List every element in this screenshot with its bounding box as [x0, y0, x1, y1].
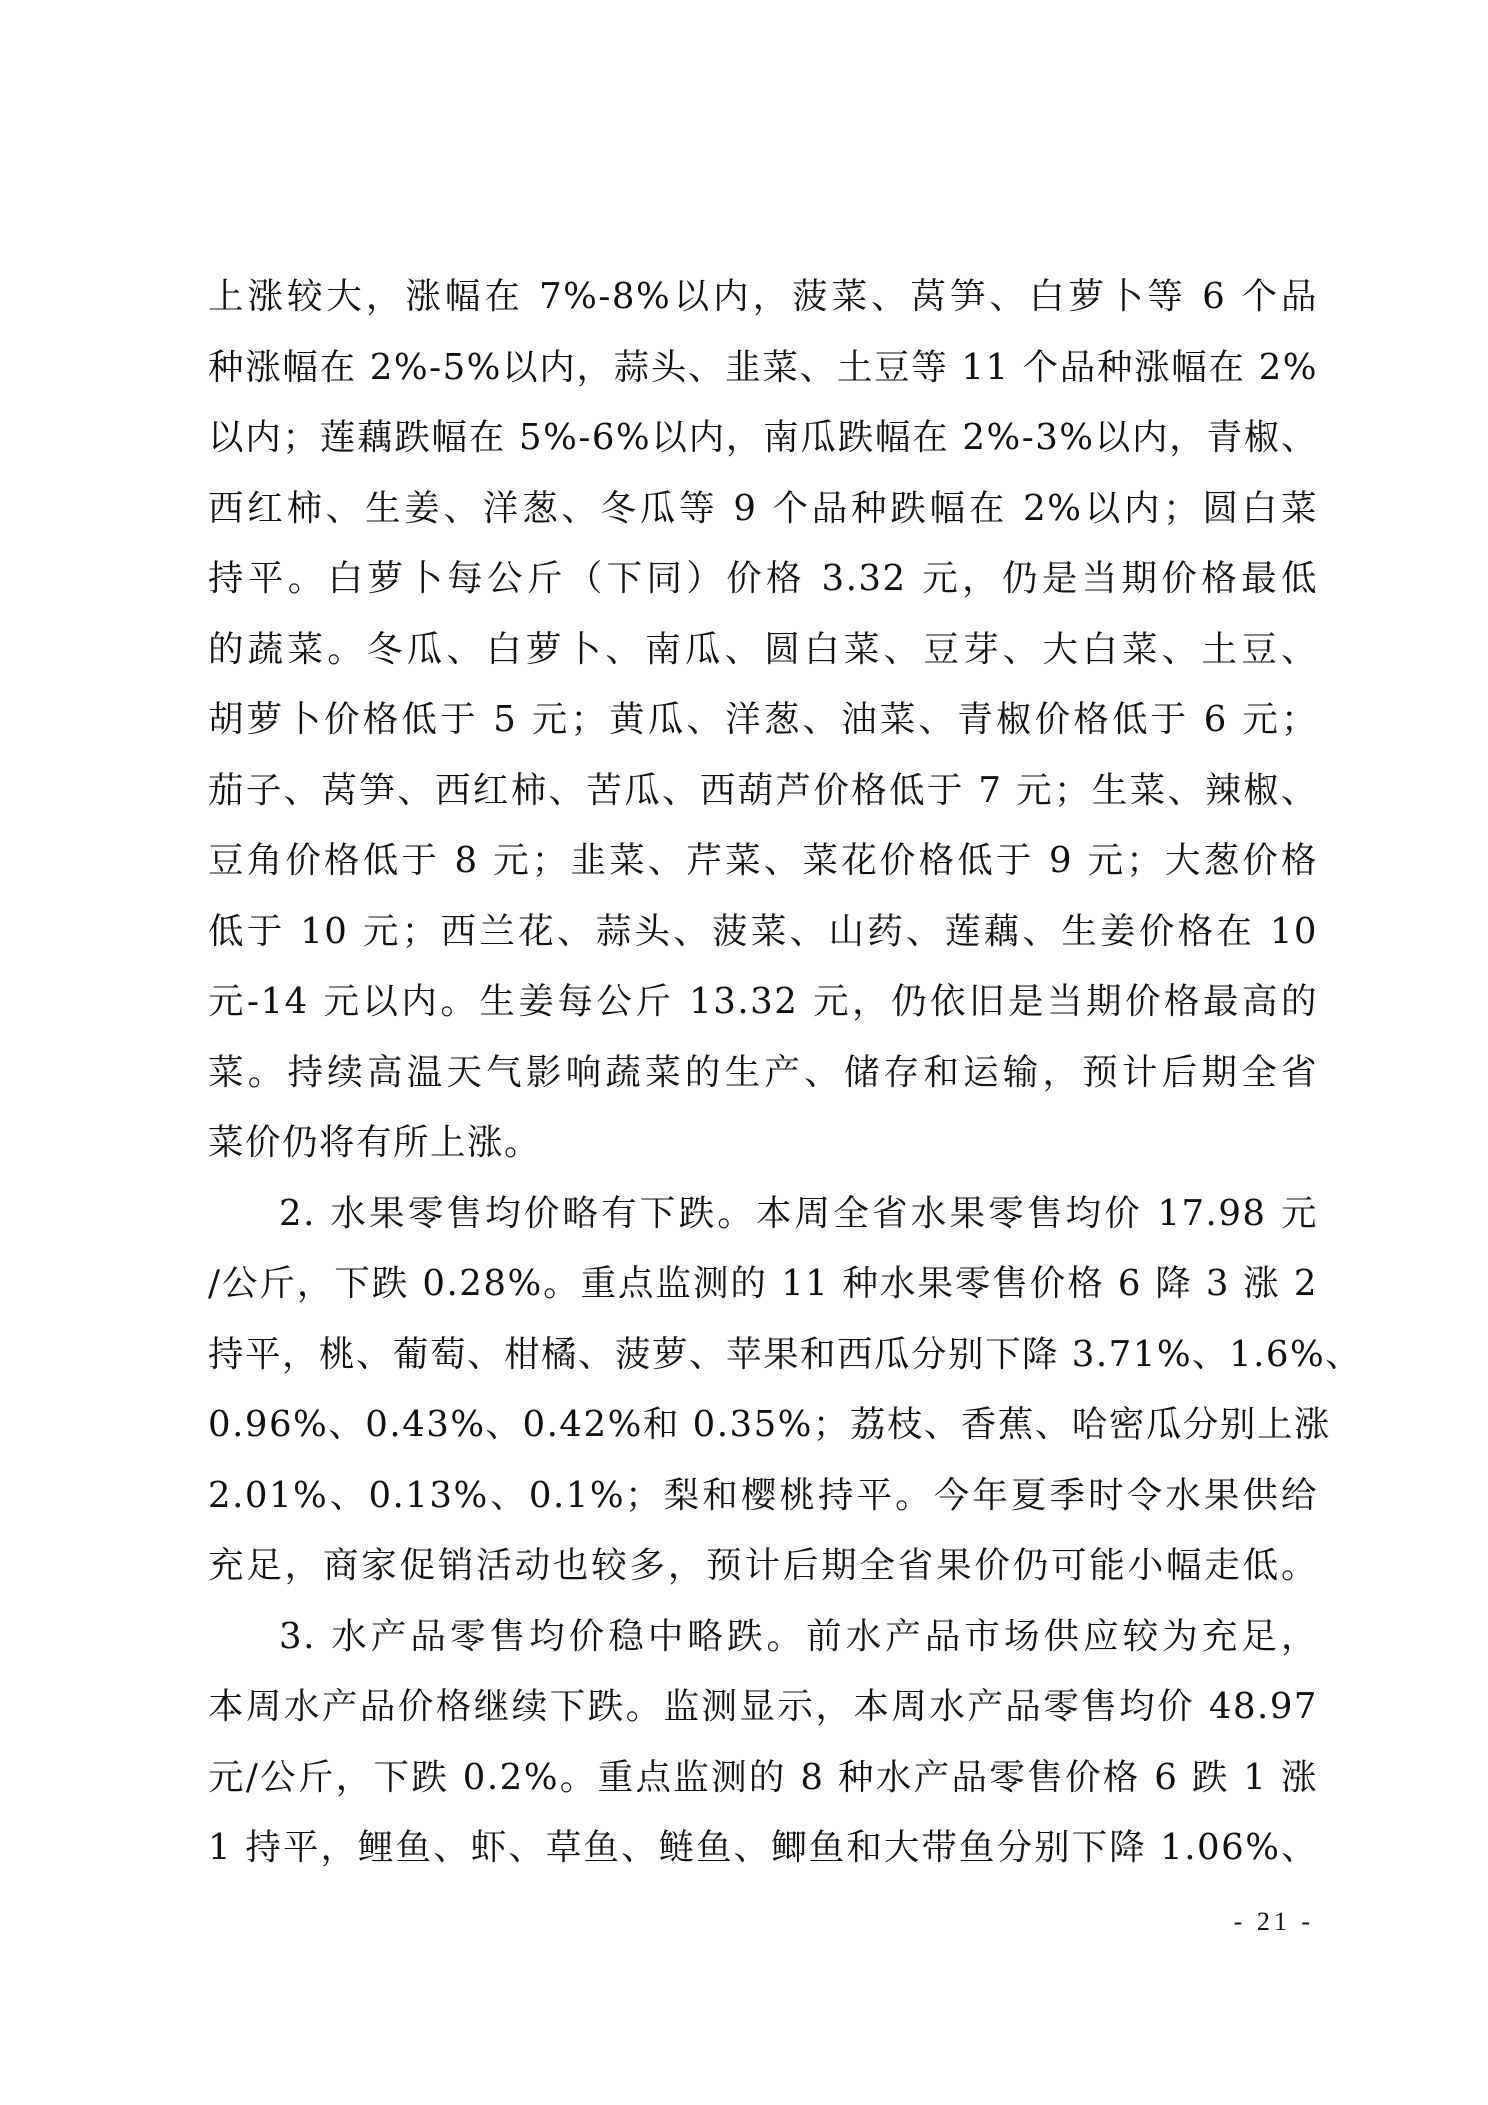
body-text — [208, 262, 1363, 1884]
text-line: 0.96%、0.43%、0.42%和 0.35%；荔枝、香蕉、哈密瓜分别上涨 — [208, 1404, 1331, 1445]
page-number: - 21 - — [1233, 1907, 1314, 1936]
text-line: 胡萝卜价格低于 5 元；黄瓜、洋葱、油菜、青椒价格低于 6 元； — [208, 699, 1318, 740]
text-line: 种涨幅在 2%-5%以内，蒜头、韭菜、土豆等 11 个品种涨幅在 2% — [208, 346, 1318, 388]
text-line: 的蔬菜。冬瓜、白萝卜、南瓜、圆白菜、豆芽、大白菜、土豆、 — [208, 628, 1318, 670]
text-line: 1 持平，鲤鱼、虾、草鱼、鲢鱼、鲫鱼和大带鱼分别下降 1.06%、 — [208, 1827, 1318, 1868]
text-line: /公斤，下跌 0.28%。重点监测的 11 种水果零售价格 6 降 3 涨 2 — [208, 1263, 1318, 1304]
paragraph-aquatic — [208, 1602, 1318, 1884]
text-line: 元-14 元以内。生姜每公斤 13.32 元，仍依旧是当期价格最高的 — [208, 981, 1318, 1022]
text-line: 本周水产品价格继续下跌。监测显示，本周水产品零售均价 48.97 — [208, 1686, 1318, 1727]
text-line: 持平。白萝卜每公斤（下同）价格 3.32 元，仍是当期价格最低 — [208, 558, 1318, 599]
text-line: 豆角价格低于 8 元；韭菜、芹菜、菜花价格低于 9 元；大葱价格 — [208, 840, 1318, 881]
text-line: 以内；莲藕跌幅在 5%-6%以内，南瓜跌幅在 2%-3%以内，青椒、 — [208, 417, 1318, 458]
text-line: 元/公斤，下跌 0.2%。重点监测的 8 种水产品零售价格 6 跌 1 涨 — [208, 1756, 1318, 1798]
text-line: 持平，桃、葡萄、柑橘、菠萝、苹果和西瓜分别下降 3.71%、1.6%、 — [208, 1333, 1363, 1375]
text-line: 3. 水产品零售均价稳中略跌。前水产品市场供应较为充足， — [279, 1615, 1318, 1657]
paragraph-fruits — [208, 1179, 1363, 1602]
text-line: 西红柿、生姜、洋葱、冬瓜等 9 个品种跌幅在 2%以内；圆白菜 — [208, 487, 1318, 529]
text-line: 2. 水果零售均价略有下跌。本周全省水果零售均价 17.98 元 — [279, 1192, 1318, 1234]
text-line: 充足，商家促销活动也较多，预计后期全省果价仍可能小幅走低。 — [208, 1545, 1318, 1586]
text-line: 上涨较大，涨幅在 7%-8%以内，菠菜、莴笋、白萝卜等 6 个品 — [208, 276, 1318, 317]
paragraph-vegetables — [208, 262, 1318, 1179]
text-line: 菜。持续高温天气影响蔬菜的生产、储存和运输，预计后期全省 — [208, 1051, 1318, 1093]
text-line: 2.01%、0.13%、0.1%；梨和樱桃持平。今年夏季时令水果供给 — [208, 1474, 1318, 1516]
text-line: 菜价仍将有所上涨。 — [208, 1122, 542, 1163]
text-line: 低于 10 元；西兰花、蒜头、菠菜、山药、莲藕、生姜价格在 10 — [208, 910, 1318, 952]
text-line: 茄子、莴笋、西红柿、苦瓜、西葫芦价格低于 7 元；生菜、辣椒、 — [208, 769, 1318, 811]
